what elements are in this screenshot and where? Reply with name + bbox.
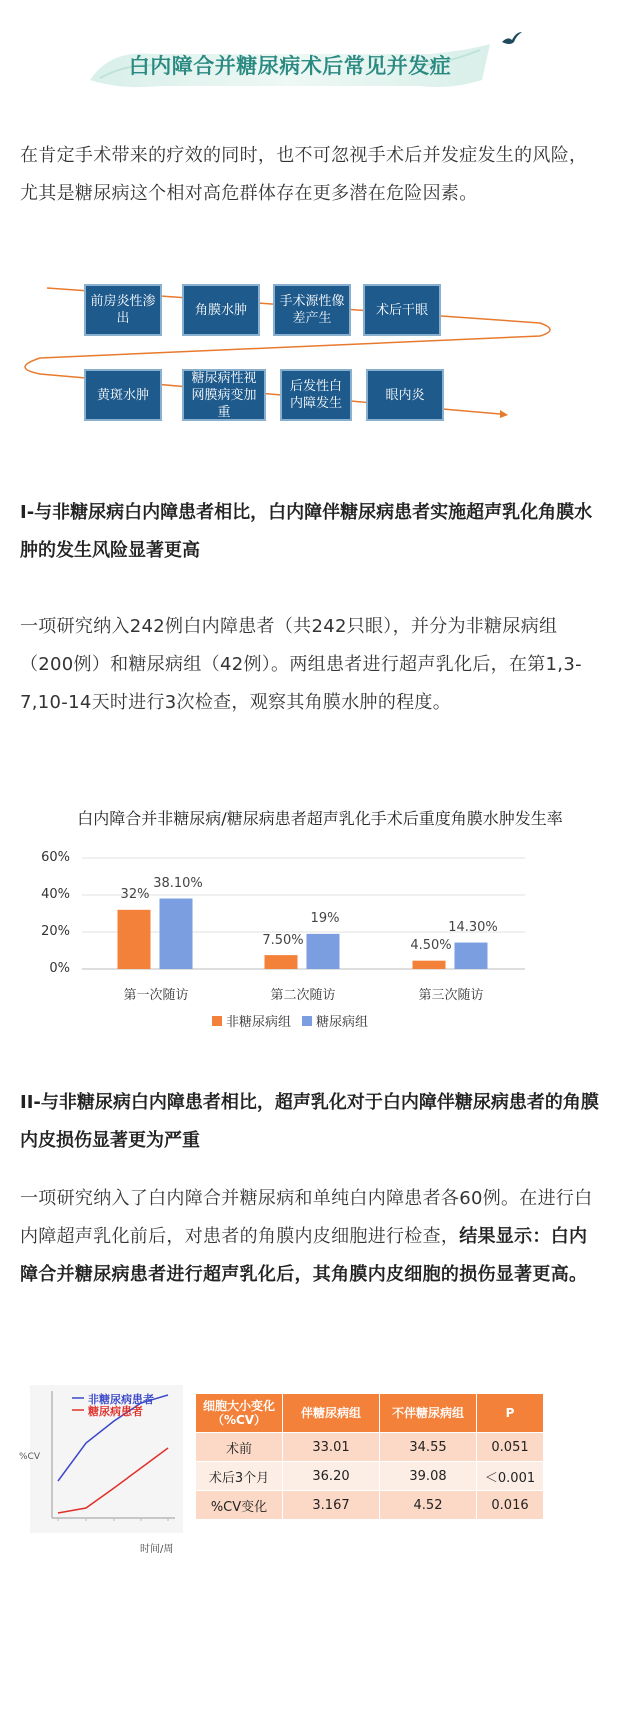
legend-swatch-blue bbox=[302, 1016, 312, 1026]
flow-box-macular-edema: 黄斑水肿 bbox=[84, 369, 162, 421]
table-cell: ＜0.001 bbox=[477, 1462, 544, 1491]
table-row bbox=[196, 1433, 544, 1462]
bar-nondiabetic-visit2 bbox=[265, 955, 298, 969]
mini-legend-nondiabetic: 非糖尿病患者 bbox=[88, 1393, 154, 1406]
bar-nondiabetic-visit3 bbox=[413, 961, 446, 969]
table-cell: 术后3个月 bbox=[196, 1462, 283, 1491]
legend-label-diabetic: 糖尿病组 bbox=[316, 1015, 369, 1030]
y-tick-0: 0% bbox=[49, 961, 70, 976]
legend-swatch-orange bbox=[212, 1016, 222, 1026]
data-label-diabetic-visit3: 14.30% bbox=[448, 920, 498, 935]
flow-box-dry-eye: 术后干眼 bbox=[363, 284, 441, 336]
data-label-diabetic-visit2: 19% bbox=[310, 911, 340, 926]
table-cell: 39.08 bbox=[380, 1462, 477, 1491]
table-cell: %CV变化 bbox=[196, 1491, 283, 1520]
title-banner bbox=[90, 40, 490, 92]
section2-body-plain: 一项研究纳入了白内障合并糖尿病和单纯白内障患者各60例。在进行白内障超声乳化前后，对患者的角膜内皮细胞进行检查， bbox=[20, 1188, 593, 1247]
table-header-diabetic: 伴糖尿病组 bbox=[283, 1394, 380, 1433]
chart-title: 白内障合并非糖尿病/糖尿病患者超声乳化手术后重度角膜水肿发生率 bbox=[77, 809, 563, 828]
table-cell: 36.20 bbox=[283, 1462, 380, 1491]
table-cell: 0.016 bbox=[477, 1491, 544, 1520]
flow-box-diabetic-retinopathy: 糖尿病性视网膜病变加重 bbox=[182, 369, 266, 421]
flow-box-corneal-edema: 角膜水肿 bbox=[182, 284, 260, 336]
table-header-p: P bbox=[477, 1394, 544, 1433]
data-label-nondiabetic-visit1: 32% bbox=[120, 887, 150, 902]
cv-results-table bbox=[195, 1393, 544, 1520]
y-tick-60: 60% bbox=[41, 850, 70, 865]
section2-body-bold: 结果显示：白内障合并糖尿病患者进行超声乳化后，其角膜内皮细胞的损伤显著更高。 bbox=[20, 1226, 588, 1285]
section2-body bbox=[20, 1180, 605, 1294]
table-cell: 3.167 bbox=[283, 1491, 380, 1520]
y-tick-20: 20% bbox=[41, 924, 70, 939]
legend-nondiabetic bbox=[212, 1011, 291, 1030]
legend-diabetic bbox=[302, 1011, 368, 1030]
mini-legend-diabetic: 糖尿病患者 bbox=[88, 1405, 143, 1418]
section2-heading: II-与非糖尿病白内障患者相比，超声乳化对于白内障伴糖尿病患者的角膜内皮损伤显著更为严重 bbox=[20, 1092, 599, 1151]
section1-body: 一项研究纳入242例白内障患者（共242只眼），并分为非糖尿病组（200例）和糖尿病组（42例）。两组患者进行超声乳化后，在第1,3-7,10-14天时进行3次检查，观察其角膜水肿的程度。 bbox=[20, 616, 582, 713]
bar-nondiabetic-visit1 bbox=[118, 910, 151, 969]
flow-box-endophthalmitis: 眼内炎 bbox=[366, 369, 444, 421]
table-cell: 34.55 bbox=[380, 1433, 477, 1462]
flow-box-anterior-chamber-inflammation: 前房炎性渗出 bbox=[84, 284, 162, 336]
table-cell: 4.52 bbox=[380, 1491, 477, 1520]
table-header-nondiabetic: 不伴糖尿病组 bbox=[380, 1394, 477, 1433]
data-label-nondiabetic-visit3: 4.50% bbox=[410, 938, 452, 953]
table-row bbox=[196, 1462, 544, 1491]
data-label-nondiabetic-visit2: 7.50% bbox=[262, 933, 304, 948]
mini-ylabel: %CV bbox=[19, 1452, 40, 1462]
table-cell: 术前 bbox=[196, 1433, 283, 1462]
flow-box-surgical-aberration: 手术源性像差产生 bbox=[273, 284, 351, 336]
legend-label-nondiabetic: 非糖尿病组 bbox=[226, 1015, 292, 1030]
category-visit3: 第三次随访 bbox=[418, 988, 484, 1003]
table-header-cv: 细胞大小变化（%CV） bbox=[196, 1394, 283, 1433]
page-title: 白内障合并糖尿病术后常见并发症 bbox=[128, 54, 452, 78]
y-tick-40: 40% bbox=[41, 887, 70, 902]
table-row bbox=[196, 1491, 544, 1520]
category-visit2: 第二次随访 bbox=[270, 988, 336, 1003]
table-cell: 0.051 bbox=[477, 1433, 544, 1462]
category-visit1: 第一次随访 bbox=[123, 988, 189, 1003]
mini-xlabel: 时间/周 bbox=[140, 1544, 174, 1555]
bird-icon bbox=[500, 30, 524, 50]
bar-diabetic-visit1 bbox=[160, 899, 193, 969]
data-label-diabetic-visit1: 38.10% bbox=[153, 876, 203, 891]
flow-box-after-cataract: 后发性白内障发生 bbox=[280, 369, 352, 421]
table-cell: 33.01 bbox=[283, 1433, 380, 1462]
section1-heading: I-与非糖尿病白内障患者相比，白内障伴糖尿病患者实施超声乳化角膜水肿的发生风险显著更高 bbox=[20, 502, 593, 561]
intro-paragraph: 在肯定手术带来的疗效的同时，也不可忽视手术后并发症发生的风险，尤其是糖尿病这个相对高危群体存在更多潜在危险因素。 bbox=[20, 145, 588, 204]
